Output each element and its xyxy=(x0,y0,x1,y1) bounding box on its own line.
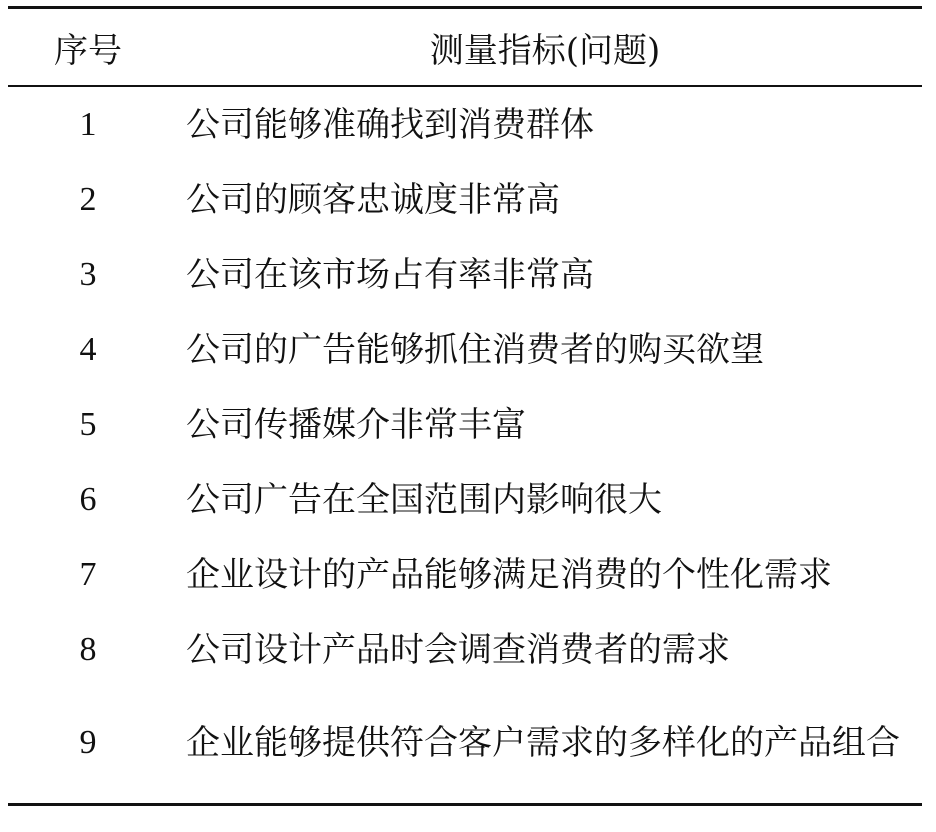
table-body xyxy=(8,86,922,805)
row-number: 2 xyxy=(79,180,97,218)
row-item: 公司广告在全国范围内影响很大 xyxy=(186,479,662,520)
table-header xyxy=(8,8,922,87)
row-number: 5 xyxy=(79,405,97,443)
row-number: 4 xyxy=(79,330,97,368)
row-item: 企业设计的产品能够满足消费的个性化需求 xyxy=(186,554,832,595)
table-row xyxy=(8,537,922,612)
table-row xyxy=(8,237,922,312)
table-row xyxy=(8,687,922,805)
table-row xyxy=(8,312,922,387)
row-item: 企业能够提供符合客户需求的多样化的产品组合 xyxy=(186,723,900,763)
row-item: 公司的广告能够抓住消费者的购买欲望 xyxy=(186,329,764,370)
row-number: 3 xyxy=(79,255,97,293)
measurement-table-container xyxy=(8,6,922,806)
table-row xyxy=(8,162,922,237)
row-item: 公司能够准确找到消费群体 xyxy=(186,104,594,145)
row-item: 公司的顾客忠诚度非常高 xyxy=(186,179,560,220)
table-row xyxy=(8,86,922,162)
table-row xyxy=(8,462,922,537)
header-row xyxy=(8,8,922,87)
header-number: 序号 xyxy=(54,30,122,71)
table-row xyxy=(8,612,922,687)
table-row xyxy=(8,387,922,462)
row-number: 1 xyxy=(79,105,97,143)
row-item: 公司在该市场占有率非常高 xyxy=(186,254,594,295)
measurement-indicators-table xyxy=(8,6,922,806)
row-number: 6 xyxy=(79,480,97,518)
row-item: 公司设计产品时会调查消费者的需求 xyxy=(186,629,730,670)
header-item: 测量指标(问题) xyxy=(429,30,661,71)
row-number: 8 xyxy=(79,630,97,668)
row-item: 公司传播媒介非常丰富 xyxy=(186,404,526,445)
row-number: 7 xyxy=(79,555,97,593)
row-number: 9 xyxy=(79,724,97,761)
